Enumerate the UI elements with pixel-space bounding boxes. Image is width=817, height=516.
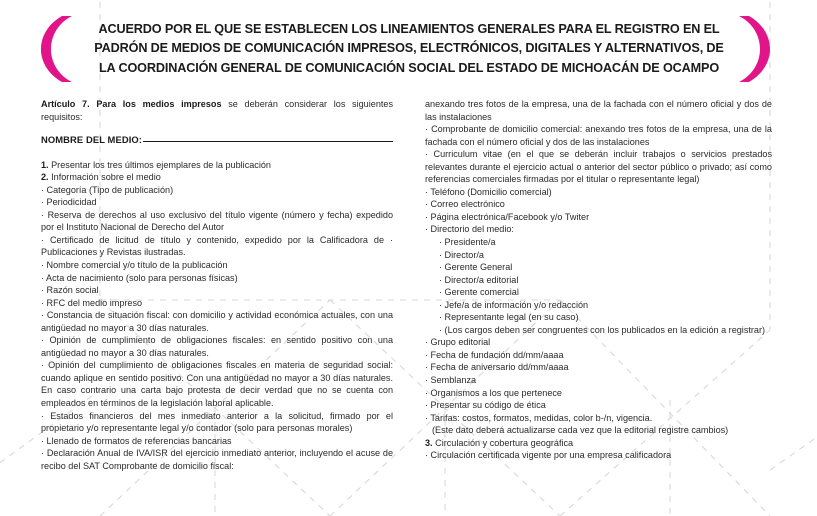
list-item: · Categoría (Tipo de publicación) bbox=[41, 184, 174, 195]
list-item: · Representante legal (en su caso) bbox=[439, 312, 579, 323]
article-subject: Para los medios impresos bbox=[96, 99, 222, 109]
list-item: · Grupo editorial bbox=[425, 337, 491, 348]
list-item: 2. Información sobre el medio bbox=[41, 172, 161, 183]
right-requirements-list bbox=[425, 98, 772, 462]
list-item: · Opinión de cumplimiento de obligaciones fiscales: en sentido positivo con una antigüedad no mayor a 30 días naturales. bbox=[41, 335, 393, 358]
list-item: · Gerente comercial bbox=[439, 287, 519, 298]
list-item: · Curriculum vitae (en el que se deberán incluir trabajos o servicios prestados relevantes durante el ejercicio actual o anterior del sector público o privado; así como referencias comerciales firmadas por el titular o representante legal) bbox=[425, 149, 772, 185]
document-body bbox=[0, 98, 817, 516]
list-item: · Directorio del medio: bbox=[425, 224, 514, 235]
list-item: · Declaración Anual de IVA/ISR del ejercicio inmediato anterior, incluyendo el acuse de recibo del SAT Comprobante de domicilio fiscal: bbox=[41, 448, 393, 471]
nombre-del-medio-input[interactable] bbox=[143, 140, 393, 142]
list-item-note: (Este dato deberá actualizarse cada vez que la editorial registre cambios) bbox=[432, 425, 729, 436]
list-item: · Razón social bbox=[41, 285, 99, 296]
list-item: · Nombre comercial y/o título de la publicación bbox=[41, 260, 228, 271]
list-item: · Circulación certificada vigente por una empresa calificadora bbox=[425, 450, 672, 461]
right-column bbox=[425, 98, 772, 516]
list-item: · Presentar su código de ética bbox=[425, 400, 546, 411]
list-item: · Página electrónica/Facebook y/o Twiter bbox=[425, 211, 590, 222]
list-item: · Acta de nacimiento (solo para personas físicas) bbox=[41, 272, 238, 283]
list-item: · Opinión del cumplimiento de obligaciones fiscales en materia de seguridad social: cuando aplique en sentido positivo. Con una antigüedad no mayor a 30 días naturales. En caso contrario una carta bajo protesta de decir verdad que no se cuenta con empleados en términos de la legislación laboral aplicable. bbox=[41, 360, 393, 409]
list-item: · Constancia de situación fiscal: con domicilio y actividad económica actuales, con una antigüedad no mayor a 30 días naturales. bbox=[41, 310, 393, 333]
list-item: · (Los cargos deben ser congruentes con los publicados en la edición a registrar) bbox=[439, 324, 766, 335]
list-item: · Teléfono (Domicilio comercial) bbox=[425, 186, 552, 197]
title-line-1: ACUERDO POR EL QUE SE ESTABLECEN LOS LINEAMIENTOS GENERALES PARA EL REGISTRO EN EL bbox=[97, 20, 720, 36]
list-item: · Jefe/a de información y/o redacción bbox=[439, 299, 589, 310]
list-item: · Presidente/a bbox=[439, 237, 496, 248]
list-item: · Gerente General bbox=[439, 262, 513, 273]
list-item: · Organismos a los que pertenece bbox=[425, 387, 562, 398]
list-item: 3. Circulación y cobertura geográfica bbox=[425, 437, 574, 448]
left-requirements-list bbox=[41, 159, 393, 473]
list-item: 1. Presentar los tres últimos ejemplares de la publicación bbox=[41, 159, 271, 170]
article-label: Artículo 7. bbox=[41, 99, 90, 109]
list-item: · Llenado de formatos de referencias bancarias bbox=[41, 435, 232, 446]
list-item: · Fecha de fundación dd/mm/aaaa bbox=[425, 349, 564, 360]
list-item: · Estados financieros del mes inmediato anterior a la solicitud, firmado por el propietario y/o representante legal y/o contador (solo para personas morales) bbox=[41, 410, 393, 434]
list-item: · Comprobante de domicilio comercial: anexando tres fotos de la empresa, una de la fachada con el número oficial y dos de las instalaciones bbox=[425, 124, 772, 147]
document-title bbox=[77, 15, 741, 78]
title-line-2: PADRÓN DE MEDIOS DE COMUNICACIÓN IMPRESOS, ELECTRÓNICOS, DIGITALES Y ALTERNATIVOS, DE bbox=[93, 40, 724, 56]
left-column bbox=[41, 98, 393, 516]
list-item: · Reserva de derechos al uso exclusivo del título vigente (número y fecha) expedido por el Instituto Nacional de Derecho del Autor bbox=[41, 209, 393, 233]
list-item: · RFC del medio impreso bbox=[41, 297, 143, 308]
list-item: · Director/a editorial bbox=[439, 274, 519, 285]
list-item: · Periodicidad bbox=[41, 197, 97, 208]
nombre-del-medio-label: NOMBRE DEL MEDIO: bbox=[41, 134, 143, 146]
document-header bbox=[0, 0, 817, 92]
list-item: · Correo electrónico bbox=[425, 199, 505, 210]
list-item: · Fecha de aniversario dd/mm/aaaa bbox=[425, 362, 569, 373]
nombre-del-medio-field[interactable] bbox=[41, 134, 393, 147]
article-paragraph bbox=[41, 98, 393, 123]
list-item: · Tarifas: costos, formatos, medidas, color b-/n, vigencia. bbox=[425, 412, 653, 423]
title-line-3: LA COORDINACIÓN GENERAL DE COMUNICACIÓN SOCIAL DEL ESTADO DE MICHOACÁN DE OCAMPO bbox=[98, 59, 719, 75]
article-rest: se deberán considerar los siguientes requisitos: bbox=[41, 99, 394, 122]
list-item: · Semblanza bbox=[425, 375, 477, 386]
list-item: · Director/a bbox=[439, 249, 484, 260]
list-item: anexando tres fotos de la empresa, una de la fachada con el número oficial y dos de las instalaciones bbox=[425, 99, 772, 122]
list-item: · Certificado de licitud de título y contenido, expedido por la Calificadora de · Publicaciones y Revistas ilustradas. bbox=[41, 234, 393, 258]
left-paren-bracket-icon bbox=[32, 14, 78, 84]
right-paren-bracket-icon bbox=[733, 14, 779, 84]
